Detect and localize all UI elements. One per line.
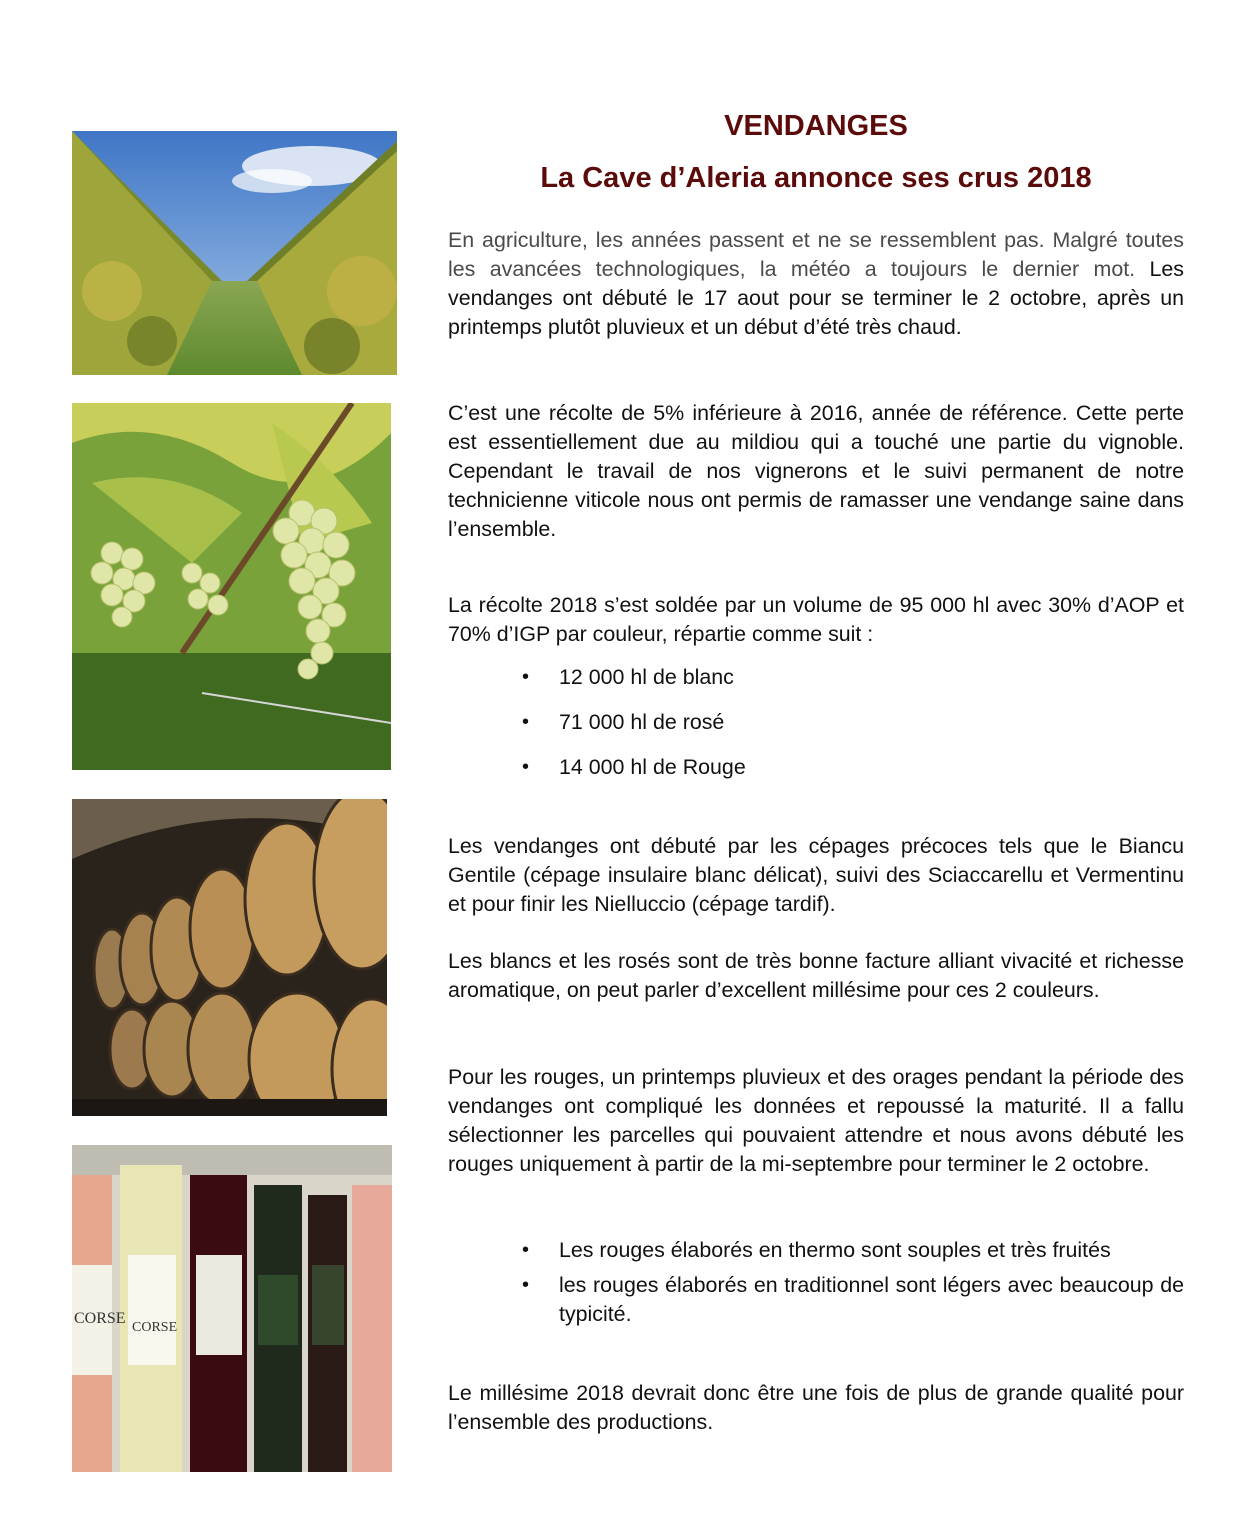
paragraph-varieties: Les vendanges ont débuté par les cépages précoces tels que le Biancu Gentile (cépage insulaire blanc délicat), suivi des Sciaccarellu et Vermentinu et pour finir les Nielluccio (cépage tardif). [448, 834, 1184, 916]
paragraph-reds: Pour les rouges, un printemps pluvieux et des orages pendant la période des vendanges ont compliqué les données et repoussé la maturité. Il a fallu sélectionner les parcelles qui pouvaient attendre et nous avons débuté les rouges uniquement à partir de la mi-septembre pour terminer le 2 octobre. [448, 1065, 1184, 1176]
bottle-label-text: CORSE [132, 1320, 178, 1335]
bullet-icon: • [522, 1239, 530, 1261]
intro-lead: En agriculture, les années passent et ne se ressemblent pas. Malgré toutes les avancées technologiques, la météo a toujours le dernier mot. [448, 228, 1184, 281]
paragraph-volume: La récolte 2018 s’est soldée par un volume de 95 000 hl avec 30% d’AOP et 70% d’IGP par couleur, répartie comme suit : [448, 593, 1184, 646]
list-item: • Les rouges élaborés en thermo sont souples et très fruités [448, 1236, 1184, 1265]
bullet-icon: • [522, 1274, 530, 1296]
bullet-icon: • [522, 711, 530, 733]
paragraph-conclusion: Le millésime 2018 devrait donc être une fois de plus de grande qualité pour l’ensemble des productions. [448, 1381, 1184, 1434]
intro-rest: Les vendanges ont débuté le 17 aout pour se terminer le 2 octobre, après un printemps plutôt pluvieux et un début d’été très chaud. [448, 257, 1184, 339]
paragraph-whites-roses: Les blancs et les rosés sont de très bonne facture alliant vivacité et richesse aromatique, on peut parler d’excellent millésime pour ces 2 couleurs. [448, 949, 1184, 1002]
paragraph-harvest: C’est une récolte de 5% inférieure à 2016, année de référence. Cette perte est essentiellement due au mildiou qui a touché une partie du vignoble. Cependant le travail de nos vignerons et le suivi permanent de notre technicienne viticole nous ont permis de ramasser une vendange saine dans l’ensemble. [448, 401, 1184, 541]
bullet-icon: • [522, 756, 530, 778]
reds-list [448, 1236, 1184, 1335]
list-item: • 14 000 hl de Rouge [448, 753, 1184, 782]
page-subtitle: La Cave d’Aleria annonce ses crus 2018 [540, 162, 1092, 194]
list-item: • 71 000 hl de rosé [448, 708, 1184, 737]
wine-barrels-photo [72, 799, 387, 1116]
paragraph-intro [448, 226, 1184, 342]
volume-list [448, 663, 1184, 798]
bottle-label-text: CORSE [74, 1310, 126, 1327]
bullet-icon: • [522, 666, 530, 688]
page-title: VENDANGES [724, 110, 908, 142]
vineyard-photo [72, 131, 397, 375]
list-item: • les rouges élaborés en traditionnel sont légers avec beaucoup de typicité. [522, 1273, 1184, 1326]
grapes-photo [72, 403, 391, 770]
list-item: • 12 000 hl de blanc [448, 663, 1184, 692]
wine-bottles-photo [72, 1145, 392, 1472]
